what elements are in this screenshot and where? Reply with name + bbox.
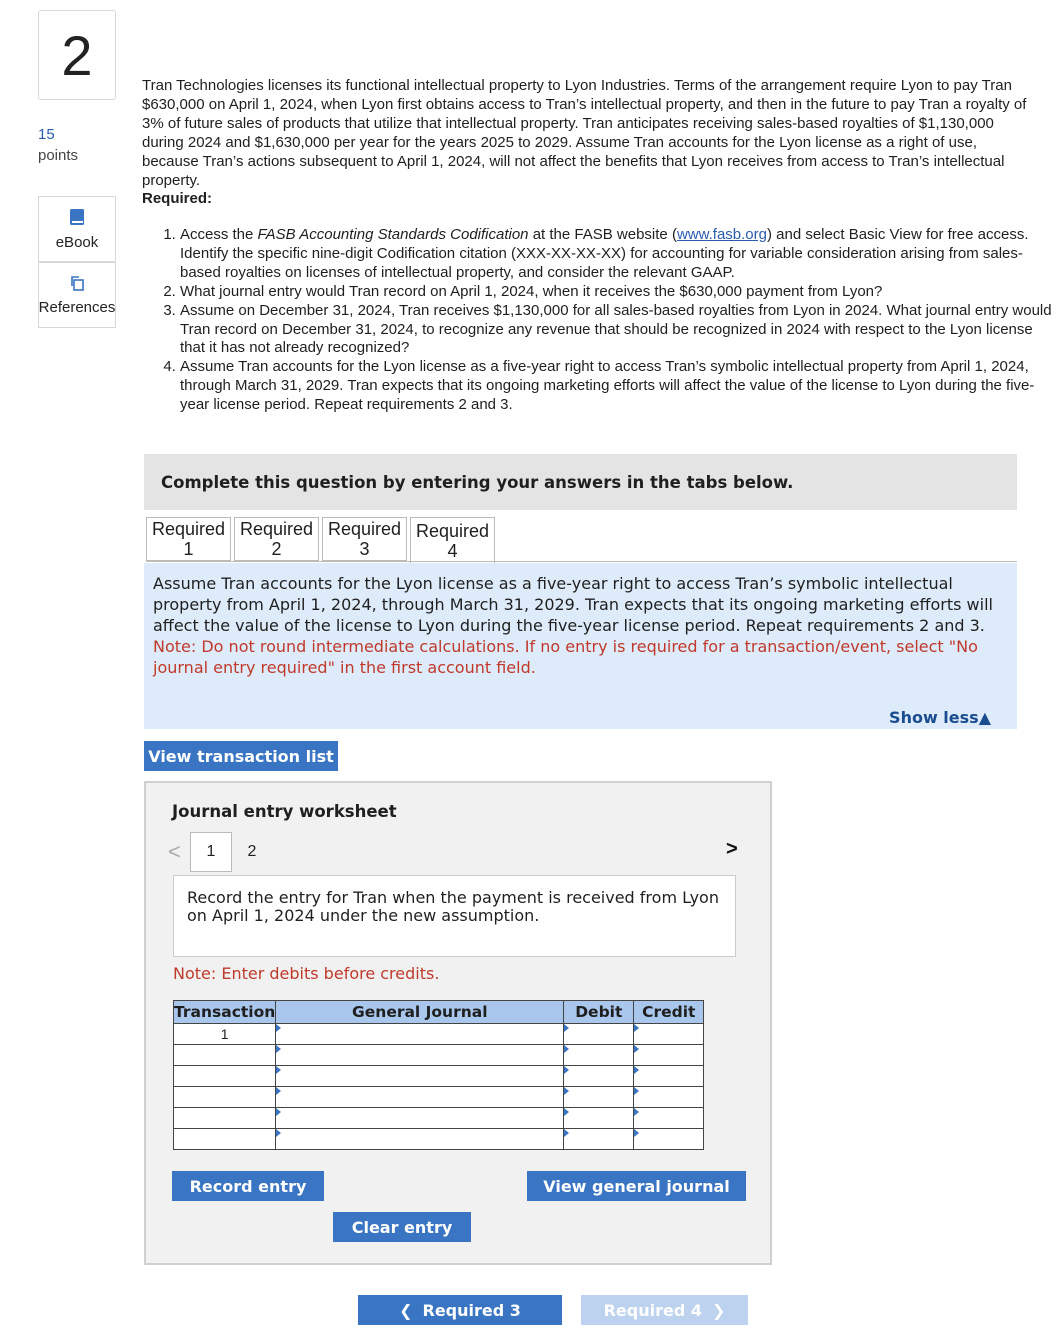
tab-label: Required [151,519,226,539]
chevron-left-icon: ❮ [399,1300,413,1320]
debit-field[interactable] [564,1066,634,1087]
tab-label: Required [415,520,490,541]
credit-field[interactable] [634,1129,704,1150]
points-info [38,124,78,166]
page-1[interactable]: 1 [190,832,232,872]
requirement-panel-note: Note: Do not round intermediate calculations. If no entry is required for a transaction/event, select "No journal entry required" in the first account field. [153,637,978,677]
next-page-icon[interactable]: > [726,838,738,860]
credit-field[interactable] [634,1024,704,1045]
transaction-cell: 1 [174,1024,276,1045]
table-row [174,1024,704,1045]
tab-required-3[interactable] [322,517,407,561]
references-label: References [38,298,116,316]
tab-label: Required [327,519,402,539]
next-required-label: Required 4 [603,1300,702,1320]
account-field[interactable] [276,1108,564,1129]
show-less-link[interactable]: Show less▲ [889,708,991,727]
problem-intro [142,77,1037,209]
col-debit: Debit [564,1001,634,1024]
next-required-button[interactable] [581,1295,748,1325]
col-general-journal: General Journal [276,1001,564,1024]
question-number: 2 [38,10,116,100]
debit-field[interactable] [564,1045,634,1066]
tab-label: Required [239,519,314,539]
account-field[interactable] [276,1024,564,1045]
account-field[interactable] [276,1066,564,1087]
transaction-cell [174,1045,276,1066]
requirement-2: 2. What journal entry would Tran record on April 1, 2024, when it receives the $630,000 payment from Lyon? [180,283,1055,302]
credit-field[interactable] [634,1045,704,1066]
account-field[interactable] [276,1129,564,1150]
debit-field[interactable] [564,1087,634,1108]
r1-italic: FASB Accounting Standards Codification [257,226,529,243]
chevron-right-icon: ❯ [712,1300,726,1320]
intro-text: Tran Technologies licenses its functional intellectual property to Lyon Industries. Terms of the arrangement require Lyon to pay Tran $630,000 on April 1, 2024, when Lyon first obtains access to Tran’s intellectual property, and then in the future to pay Tran a royalty of 3% of future sales of products that utilize that intellectual property. Tran anticipates receiving sales-based royalties of $1,130,000 during 2024 and $1,630,000 per year for the years 2025 to 2029. Assume Tran accounts for the Lyon license as a right of use, because Tran’s actions subsequent to April 1, 2024, will not affect the benefits that Lyon receives from access to Tran’s intellectual property. [142,77,1027,189]
credit-field[interactable] [634,1108,704,1129]
account-field[interactable] [276,1045,564,1066]
requirement-1 [180,226,1055,283]
fasb-link[interactable]: www.fasb.org [676,226,767,243]
record-entry-button[interactable]: Record entry [172,1171,324,1201]
tab-required-4[interactable] [410,517,495,563]
view-general-journal-button[interactable]: View general journal [527,1171,746,1201]
transaction-cell [174,1087,276,1108]
book-icon [69,208,85,230]
copy-icon [69,275,85,295]
worksheet-title: Journal entry worksheet [172,802,397,821]
requirement-panel [144,563,1017,729]
references-button[interactable] [38,262,116,328]
worksheet-pager [168,832,272,872]
tab-number: 3 [359,539,370,559]
worksheet-instruction: Record the entry for Tran when the payment is received from Lyon on April 1, 2024 under the new assumption. [173,875,736,957]
prev-page-icon[interactable]: < [168,839,181,864]
ebook-label: eBook [55,233,99,251]
ebook-button[interactable] [38,196,116,262]
view-transaction-list-button[interactable]: View transaction list [144,741,338,771]
r1-mid: at the FASB website ( [528,226,677,243]
tab-required-1[interactable] [146,517,231,561]
tab-number: 2 [271,539,282,559]
tab-required-2[interactable] [234,517,319,561]
debit-field[interactable] [564,1129,634,1150]
requirements-list [158,226,1055,415]
credit-field[interactable] [634,1066,704,1087]
prev-required-label: Required 3 [422,1300,521,1320]
table-row [174,1108,704,1129]
debit-field[interactable] [564,1108,634,1129]
transaction-cell [174,1129,276,1150]
page-2[interactable]: 2 [247,843,257,860]
debit-field[interactable] [564,1024,634,1045]
required-heading: Required: [142,190,213,208]
credit-field[interactable] [634,1087,704,1108]
journal-table [173,1000,704,1150]
worksheet-note: Note: Enter debits before credits. [173,964,440,983]
tab-divider [146,561,1017,562]
transaction-cell [174,1066,276,1087]
r1-pre: Access the [180,226,258,243]
tab-number: 1 [183,539,194,559]
tab-number: 4 [447,540,458,561]
col-transaction: Transaction [174,1001,276,1024]
r1-post: ) and select Basic View for free access. Identify the specific nine-digit Codification citation (XXX-XX-XX-XX) for accounting for variable consideration arising from sales-based royalties on licenses of intellectual property, and consider the relevant GAAP. [180,226,1029,281]
account-field[interactable] [276,1087,564,1108]
table-row [174,1129,704,1150]
instructions-banner: Complete this question by entering your answers in the tabs below. [144,454,1017,510]
table-row [174,1045,704,1066]
points-value: 15 [38,126,55,143]
prev-required-button[interactable] [358,1295,562,1325]
clear-entry-button[interactable]: Clear entry [333,1212,471,1242]
requirement-4: 4. Assume Tran accounts for the Lyon license as a five-year right to access Tran’s symbolic intellectual property from April 1, 2024, through March 31, 2029. Tran expects that its ongoing marketing efforts will affect the value of the license to Lyon during the five-year license period. Repeat requirements 2 and 3. [180,358,1055,415]
requirement-tabs [146,517,495,563]
journal-entry-worksheet [144,781,772,1265]
transaction-cell [174,1108,276,1129]
table-row [174,1066,704,1087]
table-row [174,1087,704,1108]
requirement-panel-text: Assume Tran accounts for the Lyon license as a five-year right to access Tran’s symbolic intellectual property from April 1, 2024, through March 31, 2029. Tran expects that its ongoing marketing efforts will affect the value of the license to Lyon during the five-year license period. Repeat requirements 2 and 3. [153,574,993,635]
col-credit: Credit [634,1001,704,1024]
requirement-3: 3. Assume on December 31, 2024, Tran receives $1,130,000 for all sales-based royalties from Lyon in 2024. What journal entry would Tran record on December 31, 2024, to recognize any revenue that should be recognized in 2024 with respect to the Lyon license that it has not already recognized? [180,302,1055,359]
points-label: points [38,147,79,164]
